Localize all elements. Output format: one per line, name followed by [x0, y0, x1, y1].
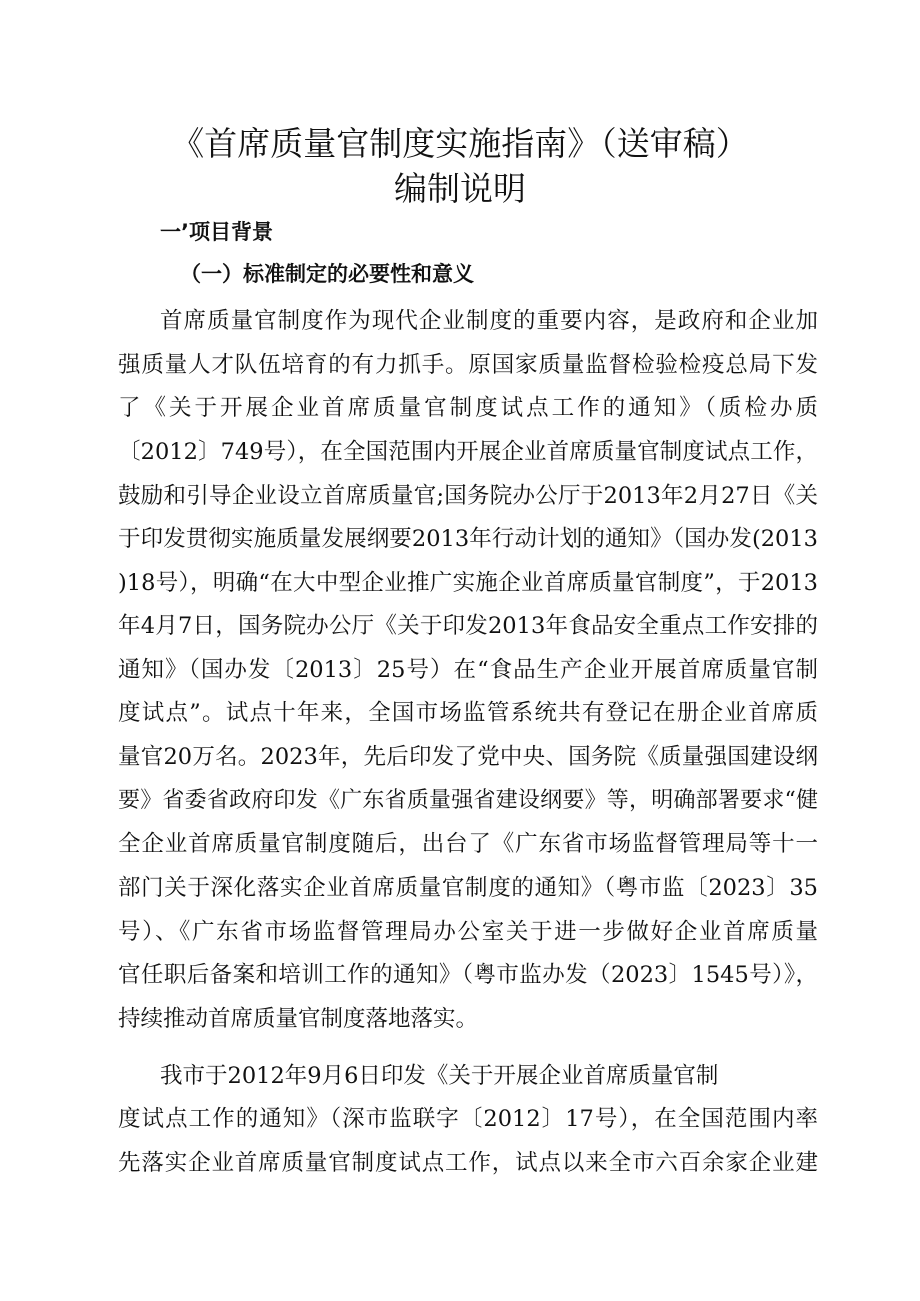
paragraph-line: 于印发贯彻实施质量发展纲要2013年行动计划的通知》（国办发(2013 [118, 526, 818, 552]
paragraph-line: 我市于2012年9月6日印发《关于开展企业首席质量官制 [160, 1063, 719, 1089]
paragraph-line: 要》省委省政府印发《广东省质量强省建设纲要》等，明确部署要求“健 [118, 788, 818, 813]
paragraph-line: 先落实企业首席质量官制度试点工作，试点以来全市六百余家企业建 [118, 1150, 818, 1176]
document-subtitle: 编制说明 [394, 169, 526, 208]
paragraph-line: 度试点”。试点十年来，全国市场监管系统共有登记在册企业首席质 [118, 700, 818, 726]
paragraph-line: 持续推动首席质量官制度落地落实。 [118, 1006, 479, 1032]
section-heading-background: 一’项目背景 [160, 220, 273, 244]
paragraph-line: 首席质量官制度作为现代企业制度的重要内容，是政府和企业加 [160, 308, 818, 334]
paragraph-line: 年4月7日，国务院办公厅《关于印发2013年食品安全重点工作安排的 [118, 613, 818, 639]
paragraph-line: 全企业首席质量官制度随后，出台了《广东省市场监督管理局等十一 [118, 831, 818, 857]
paragraph-line: )18号），明确“在大中型企业推广实施企业首席质量官制度”，于2013 [118, 570, 818, 596]
subsection-heading-necessity: （一）标准制定的必要性和意义 [180, 262, 474, 286]
paragraph-line: 通知》（国办发〔2013〕25号）在“食品生产企业开展首席质量官制 [118, 657, 818, 683]
document-title: 《首席质量官制度实施指南》（送审稿） [171, 124, 749, 163]
paragraph-line: 鼓励和引导企业设立首席质量官;国务院办公厅于2013年2月27日《关 [118, 483, 818, 509]
paragraph-line: 度试点工作的通知》（深市监联字〔2012〕17号），在全国范围内率 [118, 1106, 818, 1132]
paragraph-line: 了《关于开展企业首席质量官制度试点工作的通知》（质检办质 [118, 395, 818, 421]
paragraph-line: 部门关于深化落实企业首席质量官制度的通知》（粤市监〔2023〕35 [118, 875, 818, 901]
paragraph-line: 量官20万名。2023年，先后印发了党中央、国务院《质量强国建设纲 [118, 744, 818, 770]
paragraph-line: 官任职后备案和培训工作的通知》（粤市监办发（2023〕1545号）》， [118, 962, 818, 988]
paragraph-line: 强质量人才队伍培育的有力抓手。原国家质量监督检验检疫总局下发 [118, 352, 818, 378]
paragraph-line: 号）、《广东省市场监督管理局办公室关于进一步做好企业首席质量 [118, 919, 818, 945]
paragraph-line: 〔2012〕749号），在全国范围内开展企业首席质量官制度试点工作， [118, 439, 818, 465]
